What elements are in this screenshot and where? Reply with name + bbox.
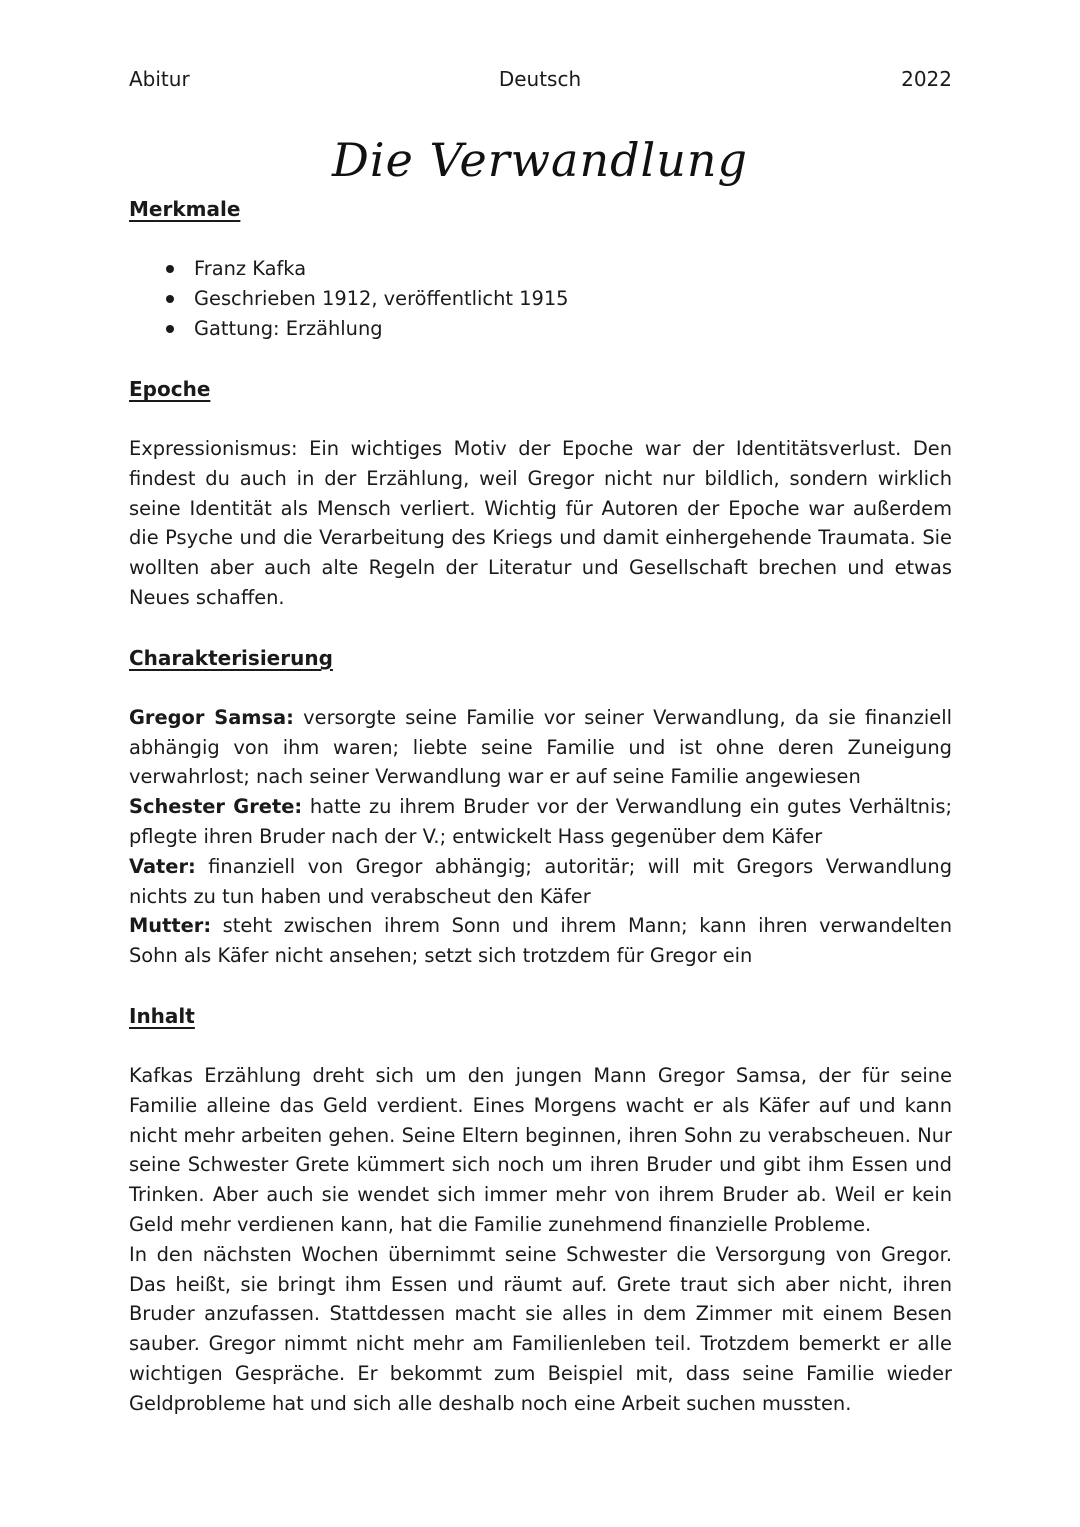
section-heading-charakterisierung: Charakterisierung (129, 645, 333, 670)
character-name: Mutter: (129, 914, 212, 938)
list-item (129, 284, 952, 314)
character-description: steht zwischen ihrem Sonn und ihrem Mann; kann ihren verwandelten Sohn als Käfer nicht ansehen; setzt sich trotzdem für Gregor ein (129, 914, 952, 968)
merkmale-list (129, 254, 952, 344)
header-subject: Deutsch (498, 67, 582, 91)
character-entry-grete (129, 792, 952, 852)
character-entry-gregor (129, 703, 952, 792)
list-item-text: Gattung: Erzählung (194, 317, 383, 340)
list-item-text: Geschrieben 1912, veröffentlicht 1915 (194, 287, 569, 310)
bullet-icon (166, 295, 174, 303)
section-heading-inhalt: Inhalt (129, 1003, 195, 1028)
bullet-icon (166, 325, 174, 333)
character-description: versorgte seine Familie vor seiner Verwandlung, da sie finanziell abhängig von ihm waren; liebte seine Familie und ist ohne deren Zuneigung verwahrlost; nach seiner Verwandlung war er auf seine Familie angewiesen (129, 705, 952, 789)
section-heading-epoche: Epoche (129, 377, 211, 401)
list-item (129, 314, 952, 344)
character-entry-mutter (129, 911, 952, 971)
bullet-icon (166, 265, 174, 273)
character-description: hatte zu ihrem Bruder vor der Verwandlung ein gutes Verhältnis; pflegte ihren Bruder nach der V.; entwickelt Hass gegenüber dem Käfer (129, 795, 952, 848)
character-description: finanziell von Gregor abhängig; autoritär; will mit Gregors Verwandlung nichts zu tun haben und verabscheut den Käfer (129, 854, 952, 908)
list-item (129, 254, 952, 284)
document-title: Die Verwandlung (332, 133, 748, 187)
character-entry-vater (129, 852, 952, 912)
section-epoche (129, 374, 952, 613)
inhalt-paragraph: In den nächsten Wochen übernimmt seine Schwester die Versorgung von Gregor. Das heißt, sie bringt ihm Essen und räumt auf. Grete traut sich aber nicht, ihren Bruder anzufassen. Stattdessen macht sie alles in dem Zimmer mit einem Besen sauber. Gregor nimmt nicht mehr am Familienleben teil. Trotzdem bemerkt er alle wichtigen Gespräche. Er bekommt zum Beispiel mit, dass seine Familie wieder Geldprobleme hat und sich alle deshalb noch eine Arbeit suchen mussten. (129, 1242, 952, 1415)
list-item-text: Franz Kafka (194, 257, 307, 280)
section-merkmale (129, 194, 952, 344)
character-name: Vater: (129, 854, 196, 878)
document-body (129, 194, 952, 1419)
header-subject-level: Abitur (129, 67, 190, 91)
section-charakterisierung (129, 643, 952, 971)
header-year: 2022 (901, 67, 952, 91)
character-name: Gregor Samsa: (129, 705, 294, 729)
section-inhalt (129, 1001, 952, 1419)
epoche-paragraph: Expressionismus: Ein wichtiges Motiv der Epoche war der Identitätsverlust. Den findest du auch in der Erzählung, weil Gregor nicht nur bildlich, sondern wirklich seine Identität als Mensch verliert. Wichtig für Autoren der Epoche war außerdem die Psyche und die Verarbeitung des Kriegs und damit einhergehende Traumata. Sie wollten aber auch alte Regeln der Literatur und Gesellschaft brechen und etwas Neues schaffen. (129, 437, 952, 609)
inhalt-paragraph: Kafkas Erzählung dreht sich um den jungen Mann Gregor Samsa, der für seine Familie alleine das Geld verdient. Eines Morgens wacht er als Käfer auf und kann nicht mehr arbeiten gehen. Seine Eltern beginnen, ihren Sohn zu verabscheuen. Nur seine Schwester Grete kümmert sich noch um ihren Bruder und gibt ihm Essen und Trinken. Aber auch sie wendet sich immer mehr von ihrem Bruder ab. Weil er kein Geld mehr verdienen kann, hat die Familie zunehmend finanzielle Probleme. (129, 1063, 952, 1236)
character-name: Schester Grete: (129, 795, 303, 819)
section-heading-merkmale: Merkmale (129, 197, 241, 221)
